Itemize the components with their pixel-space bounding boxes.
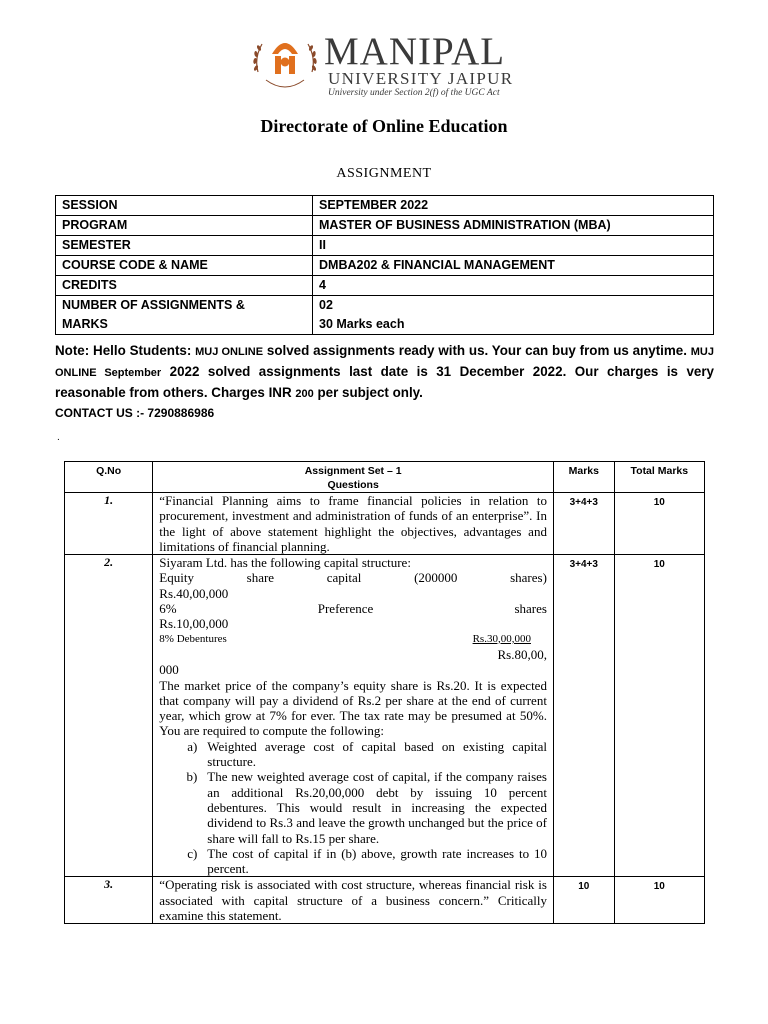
info-value: SEPTEMBER 2022: [313, 196, 714, 216]
subquestion-text: The new weighted average cost of capital, if the company raises an additional Rs.20,00,000 debt by issuing 10 percent debentures. This would result in increasing the expected dividend to Rs.3 and leave the growth unchanged but the price of share will fall to Rs.15 per share.: [207, 769, 547, 846]
q2-debentures-line: [159, 632, 547, 647]
logo-tagline: University under Section 2(f) of the UGC Act: [328, 88, 500, 98]
sales-note: [55, 341, 714, 404]
info-label: MARKS: [56, 315, 313, 335]
question-total: 10: [614, 877, 704, 924]
question-marks: 3+4+3: [553, 555, 614, 877]
note-text: MUJ ONLINE September: [55, 346, 714, 379]
q2-debentures-label: 8% Debentures: [159, 632, 227, 645]
q2-preference-amount: Rs.10,00,000: [159, 616, 229, 632]
logo-title: MANIPAL: [324, 30, 506, 73]
info-label: SEMESTER: [56, 236, 313, 256]
question-number: 2.: [65, 555, 153, 877]
subquestion-text: The cost of capital if in (b) above, growth rate increases to 10 percent.: [207, 845, 547, 877]
q2-subquestion-c: [159, 846, 547, 877]
info-value: DMBA202 & FINANCIAL MANAGEMENT: [313, 256, 714, 276]
assignment-table: [64, 461, 705, 924]
q2-word: shares): [510, 570, 547, 586]
note-text: solved assignments ready with us. Your can buy from us anytime.: [263, 343, 691, 358]
q2-subquestion-a: [159, 739, 547, 770]
subquestion-label: c): [187, 845, 198, 861]
note-text: per subject only.: [313, 385, 423, 400]
q2-word: share: [246, 570, 275, 586]
info-row-course: [56, 256, 714, 276]
question-text: [153, 555, 554, 877]
header-qno: Q.No: [65, 462, 153, 493]
q2-preference-line: [159, 601, 547, 616]
page-title: Directorate of Online Education: [260, 116, 508, 136]
table-row: [65, 493, 705, 555]
q2-word: Preference: [317, 601, 374, 617]
info-label: CREDITS: [56, 276, 313, 296]
note-text: MUJ ONLINE: [195, 346, 264, 358]
info-label: COURSE CODE & NAME: [56, 256, 313, 276]
q2-total-amount-cont: 000: [159, 662, 179, 678]
q2-equity-amount: Rs.40,00,000: [159, 585, 229, 601]
note-text: Note: Hello Students:: [55, 343, 196, 358]
q2-word: shares: [514, 601, 547, 617]
question-marks: 3+4+3: [553, 493, 614, 555]
info-label: PROGRAM: [56, 216, 313, 236]
subquestion-text: Weighted average cost of capital based on existing capital structure.: [207, 738, 547, 770]
q2-intro: Siyaram Ltd. has the following capital structure:: [159, 555, 411, 571]
question-marks: 10: [553, 877, 614, 924]
info-row-assignments: [56, 296, 714, 316]
q2-word: capital: [326, 570, 362, 586]
manipal-emblem-icon: [248, 28, 322, 98]
header-questions: [153, 462, 554, 493]
info-row-program: [56, 216, 714, 236]
q2-total-amount: Rs.80,00,: [497, 646, 547, 662]
q2-word: 6%: [159, 601, 177, 617]
info-value: 4: [313, 276, 714, 296]
table-row: [65, 555, 705, 877]
q2-word: Equity: [159, 570, 194, 586]
header-marks: Marks: [553, 462, 614, 493]
table-header-row: [65, 462, 705, 493]
stray-dot: .: [57, 432, 60, 443]
question-number: 1.: [65, 493, 153, 555]
info-row-session: [56, 196, 714, 216]
question-text: “Financial Planning aims to frame financial policies in relation to procurement, investment and administration of funds of an enterprise”. In the light of above statement highlight the objectives, advantages and limitations of financial planning.: [153, 493, 554, 555]
q2-word: (200000: [414, 570, 458, 586]
info-value: MASTER OF BUSINESS ADMINISTRATION (MBA): [313, 216, 714, 236]
course-info-table: [55, 195, 714, 335]
question-total: 10: [614, 493, 704, 555]
table-row: [65, 877, 705, 924]
logo-subtitle: UNIVERSITY JAIPUR: [328, 69, 514, 88]
subquestion-label: a): [187, 738, 198, 754]
q2-body: The market price of the company’s equity share is Rs.20. It is expected that company will pay a dividend of Rs.2 per share at the end of current year, which grow at 7% for ever. The tax rate may be presumed at 50%. You are required to compute the following:: [159, 677, 547, 739]
header-set: Assignment Set – 1: [304, 465, 402, 477]
info-value: 02: [313, 296, 714, 316]
info-row-credits: [56, 276, 714, 296]
header-questions-label: Questions: [327, 479, 379, 491]
note-text: 2022 solved assignments last date is 31 December 2022. Our charges is very reasonable from others. Charges INR: [55, 364, 714, 400]
header-total: Total Marks: [614, 462, 704, 493]
info-value: II: [313, 236, 714, 256]
q2-equity-line: [159, 570, 547, 585]
assignment-heading: ASSIGNMENT: [336, 166, 432, 181]
contact-line: CONTACT US :- 7290886986: [55, 406, 215, 420]
subquestion-label: b): [186, 769, 198, 785]
info-label: NUMBER OF ASSIGNMENTS &: [56, 296, 313, 316]
info-label: SESSION: [56, 196, 313, 216]
question-number: 3.: [65, 877, 153, 924]
info-row-marks: [56, 315, 714, 335]
info-row-semester: [56, 236, 714, 256]
question-text: “Operating risk is associated with cost structure, whereas financial risk is associated with capital structure of a business concern.” Critically examine this statement.: [153, 877, 554, 924]
question-total: 10: [614, 555, 704, 877]
university-logo: [248, 28, 538, 98]
info-value: 30 Marks each: [313, 315, 714, 335]
q2-subquestion-b: [159, 769, 547, 845]
q2-debentures-amount: Rs.30,00,000: [472, 632, 531, 645]
note-text: 200: [295, 388, 314, 400]
